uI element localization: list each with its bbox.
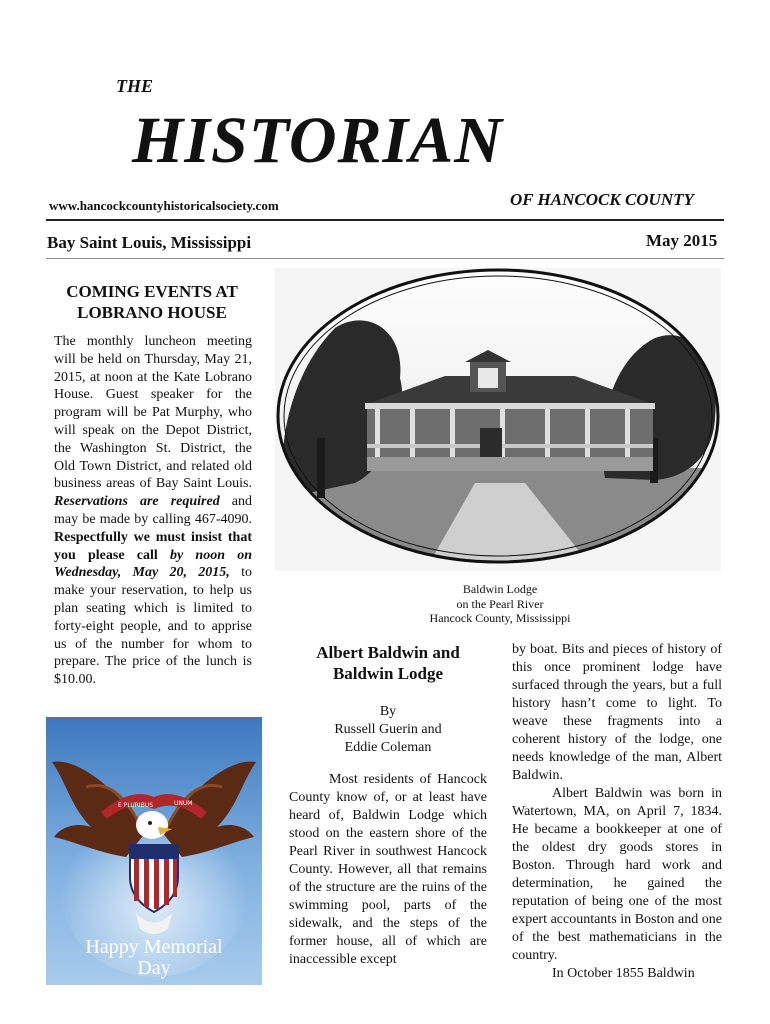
website-url: www.hancockcountyhistoricalsociety.com	[49, 198, 279, 213]
events-heading-line1: COMING EVENTS AT	[66, 282, 238, 301]
memorial-text-line1: Happy Memorial	[85, 936, 223, 958]
byline-author1: Russell Guerin and	[334, 722, 442, 737]
memorial-day-image	[46, 717, 262, 985]
article-paragraph: by boat. Bits and pieces of history of this once prominent lodge have surfaced through the years, but a full history hasn’t come to light. To weave these fragments into a coherent history of the lodge, one needs knowledge of the man, Albert Baldwin.	[512, 642, 722, 783]
header-divider	[46, 258, 724, 259]
article-byline	[290, 703, 486, 757]
events-reservations: Reservations are required	[54, 494, 220, 510]
article-column-3	[512, 641, 722, 983]
masthead-city: Bay Saint Louis, Mississippi	[47, 233, 252, 252]
article-heading-line2: Baldwin Lodge	[332, 664, 444, 683]
ribbon-text-right: UNUM	[174, 800, 193, 807]
baldwin-lodge-photo	[275, 268, 721, 571]
events-body	[54, 333, 252, 689]
masthead-divider	[46, 219, 724, 221]
masthead-the: THE	[116, 76, 154, 96]
events-insist: Respectfully we must insist that you please call	[54, 529, 252, 563]
events-deadline: by noon on Wednesday, May 20, 2015,	[54, 547, 252, 581]
events-text-2: and may be made by calling 467-4090.	[54, 494, 252, 527]
events-heading	[52, 281, 252, 323]
memorial-text-line2: Day	[137, 957, 171, 979]
caption-line1: Baldwin Lodge	[462, 582, 538, 596]
article-heading-line1: Albert Baldwin and	[316, 643, 460, 662]
newsletter-title: HISTORIAN	[132, 104, 503, 177]
byline-by: By	[379, 704, 397, 719]
events-text-3: to make your reservation, to help us plan seating which is limited to forty-eight people, and to apprise us of the number for whom to prepare. The price of the lunch is $10.00.	[54, 565, 252, 688]
article-paragraph: In October 1855 Baldwin	[552, 966, 695, 981]
caption-line2: on the Pearl River	[456, 596, 544, 611]
events-text-1: The monthly luncheon meeting will be held on Thursday, May 21, 2015, at noon at the Kate Lobrano House. Guest speaker for the program will be Pat Murphy, who will speak on the Depot District, the Washington St. District, the Old Town District, and related old business areas of Bay Saint Louis.	[54, 334, 252, 492]
article-paragraph: Albert Baldwin was born in Watertown, MA, on April 7, 1834. He became a bookkeeper at one of the oldest dry goods stores in Boston. Through hard work and determination, he gained the reputation of being one of the most expert accountants in Boston and one of the best mathematicians in the country.	[512, 786, 722, 963]
events-heading-line2: LOBRANO HOUSE	[77, 303, 227, 322]
caption-line3: Hancock County, Mississippi	[429, 611, 571, 625]
ribbon-text-left: E PLURIBUS	[118, 802, 154, 809]
article-heading	[290, 642, 486, 684]
photo-caption	[400, 582, 600, 626]
masthead-county: OF HANCOCK COUNTY	[510, 190, 694, 209]
article-column-2: Most residents of Hancock County know of, or at least have heard of, Baldwin Lodge which stood on the eastern shore of the Pearl River in southwest Hancock County. However, all that remains of the structure are the ruins of the swimming pool, parts of the sidewalk, and the steps of the former house, all of which are inaccessible except	[289, 772, 487, 967]
byline-author2: Eddie Coleman	[344, 740, 432, 755]
issue-date: May 2015	[646, 231, 718, 250]
